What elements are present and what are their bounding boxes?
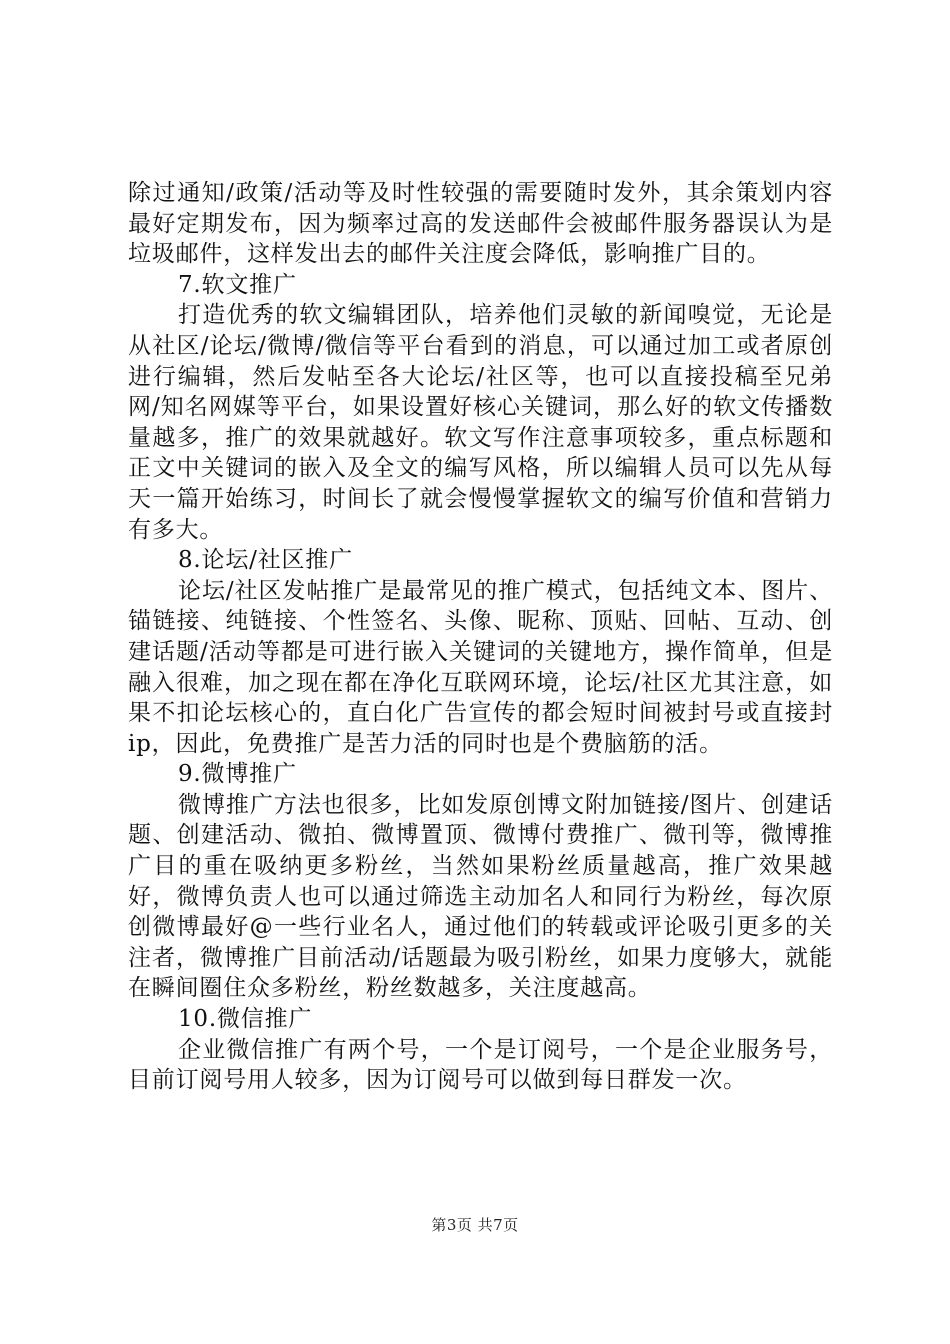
- section-heading-forum: 8.论坛/社区推广: [178, 547, 353, 574]
- page-number-footer: 第3页 共7页: [431, 1216, 519, 1234]
- section-heading-weibo: 9.微博推广: [178, 761, 297, 788]
- paragraph-forum: 论坛/社区发帖推广是最常见的推广模式，包括纯文本、图片、锚链接、纯链接、个性签名、头像、昵称、顶贴、回帖、互动、创建话题/活动等都是可进行嵌入关键词的关键地方，操作简单，但是融入很难，加之现在都在净化互联网环境，论坛/社区尤其注意，如果不扣论坛核心的，直白化广告宣传的都会短时间被封号或直接封ip，因此，免费推广是苦力活的同时也是个费脑筋的活。: [128, 577, 833, 757]
- section-heading-wechat: 10.微信推广: [178, 1006, 313, 1033]
- paragraph-soft-article: 打造优秀的软文编辑团队，培养他们灵敏的新闻嗅觉，无论是从社区/论坛/微博/微信等平台看到的消息，可以通过加工或者原创进行编辑，然后发帖至各大论坛/社区等，也可以直接投稿至兄弟网/知名网媒等平台，如果设置好核心关键词，那么好的软文传播数量越多，推广的效果就越好。软文写作注意事项较多，重点标题和正文中关键词的嵌入及全文的编写风格，所以编辑人员可以先从每天一篇开始练习，时间长了就会慢慢掌握软文的编写价值和营销力有多大。: [128, 302, 833, 543]
- paragraph-weibo: 微博推广方法也很多，比如发原创博文附加链接/图片、创建话题、创建活动、微拍、微博置顶、微博付费推广、微刊等，微博推广目的重在吸纳更多粉丝，当然如果粉丝质量越高，推广效果越好，微博负责人也可以通过筛选主动加名人和同行为粉丝，每次原创微博最好@一些行业名人，通过他们的转载或评论吸引更多的关注者，微博推广目前活动/话题最为吸引粉丝，如果力度够大，就能在瞬间圈住众多粉丝，粉丝数越多，关注度越高。: [128, 791, 833, 1002]
- document-body: [128, 178, 833, 1096]
- paragraph-wechat: 企业微信推广有两个号，一个是订阅号，一个是企业服务号，目前订阅号用人较多，因为订阅号可以做到每日群发一次。: [128, 1036, 833, 1094]
- section-heading-soft-article: 7.软文推广: [178, 271, 297, 298]
- paragraph-email-schedule: 除过通知/政策/活动等及时性较强的需要随时发外，其余策划内容最好定期发布，因为频率过高的发送邮件会被邮件服务器误认为是垃圾邮件，这样发出去的邮件关注度会降低，影响推广目的。: [128, 180, 833, 268]
